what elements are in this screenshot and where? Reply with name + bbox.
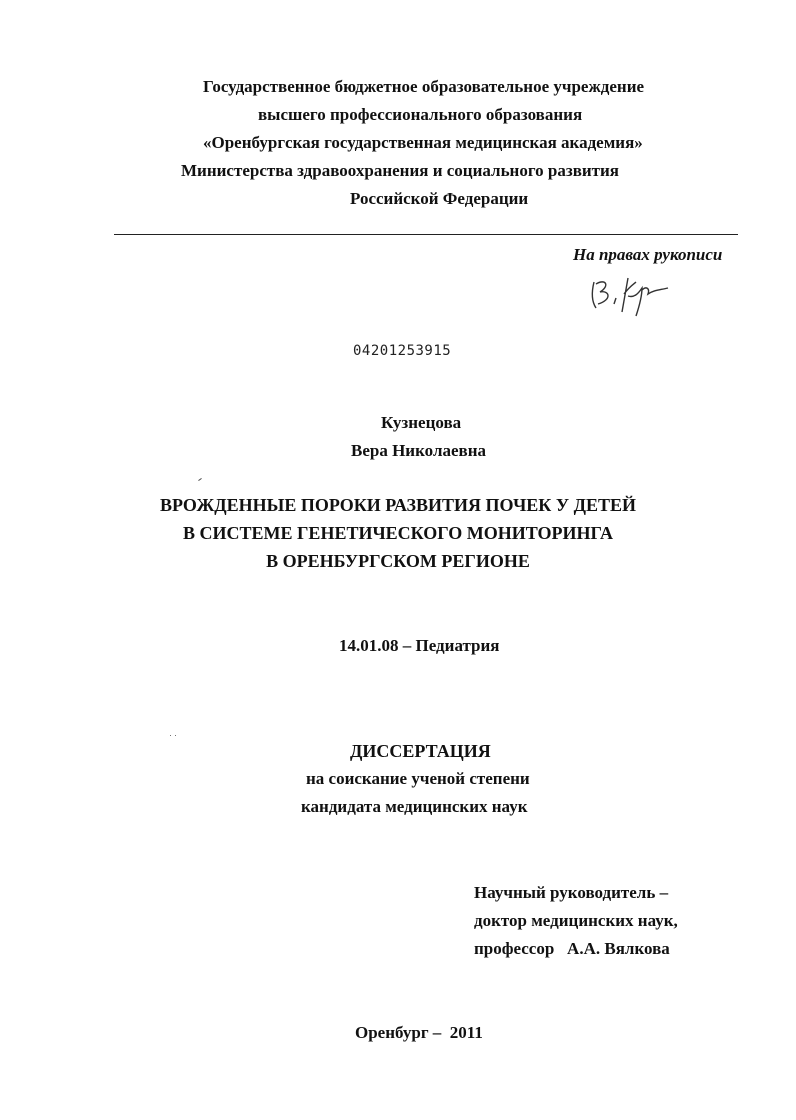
institution-line-4: Министерства здравоохранения и социального развития	[181, 161, 620, 180]
handwritten-signature	[588, 272, 678, 318]
supervisor-line-1: Научный руководитель –	[474, 883, 669, 902]
speck-dots	[170, 735, 171, 736]
dissertation-line-1: на соискание ученой степени	[306, 769, 530, 788]
institution-line-5: Российской Федерации	[350, 189, 529, 208]
author-surname: Кузнецова	[381, 413, 462, 432]
manuscript-note: На правах рукописи	[573, 245, 723, 264]
supervisor-line-2: доктор медицинских наук,	[474, 911, 678, 930]
dissertation-line-2: кандидата медицинских наук	[301, 797, 528, 816]
title-line-2: В СИСТЕМЕ ГЕНЕТИЧЕСКОГО МОНИТОРИНГА	[182, 523, 614, 543]
institution-line-1: Государственное бюджетное образовательное учреждение	[203, 77, 645, 96]
institution-line-3: «Оренбургская государственная медицинская академия»	[203, 133, 643, 152]
header-rule	[114, 234, 738, 235]
specialty: 14.01.08 – Педиатрия	[339, 636, 500, 655]
title-line-3: В ОРЕНБУРГСКОМ РЕГИОНЕ	[266, 551, 530, 571]
speck-mark	[198, 478, 202, 481]
title-line-1: ВРОЖДЕННЫЕ ПОРОКИ РАЗВИТИЯ ПОЧЕК У ДЕТЕЙ	[160, 495, 636, 515]
institution-line-2: высшего профессионального образования	[258, 105, 583, 124]
catalog-number: 04201253915	[353, 343, 452, 359]
supervisor-line-3: профессор А.А. Вялкова	[474, 939, 670, 958]
dissertation-label: ДИССЕРТАЦИЯ	[350, 741, 491, 761]
speck-dots-2	[175, 735, 176, 736]
author-given-names: Вера Николаевна	[351, 441, 487, 460]
footer-city-year: Оренбург – 2011	[355, 1023, 483, 1042]
